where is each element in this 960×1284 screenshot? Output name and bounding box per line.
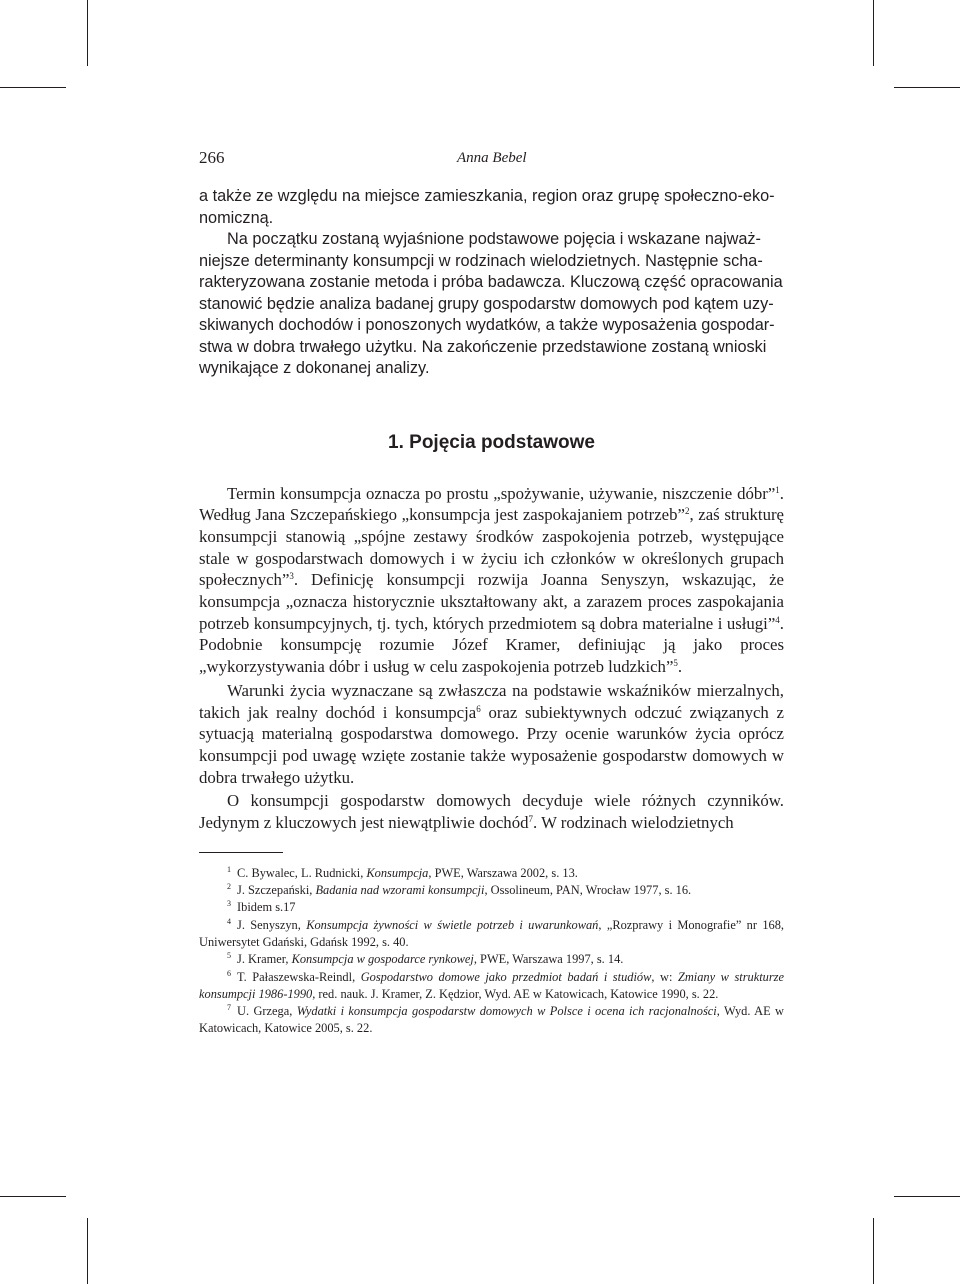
- crop-mark-top-left-h: [0, 87, 66, 88]
- crop-mark-top-right: [873, 0, 874, 66]
- text-line: stwa w dobra trwałego użytku. Na zakończenie przedstawione zostaną wnioski: [199, 337, 767, 356]
- intro-paragraphs: [199, 186, 784, 380]
- section-body: [199, 483, 784, 834]
- text-line: a także ze względu na miejsce zamieszkania, region oraz grupę społeczno-eko-: [199, 187, 775, 205]
- page: [199, 146, 784, 1038]
- section-heading: 1. Pojęcia podstawowe: [388, 431, 595, 453]
- footnote-ref[interactable]: 6: [476, 703, 481, 714]
- footnote-ref[interactable]: 5: [673, 658, 678, 669]
- page-number: 266: [199, 148, 225, 167]
- footnotes: [199, 865, 784, 1038]
- footnote: $^5$ J. Kramer, Konsumpcja w gospodarce rynkowej, PWE, Warszawa 1997, s. 14.: [227, 951, 624, 967]
- text-line: wynikające z dokonanej analizy.: [199, 359, 430, 377]
- text-line: stanowić będzie analiza badanej grupy gospodarstw domowych pod kątem uzy-: [199, 294, 774, 313]
- footnote: $^2$ J. Szczepański, Badania nad wzorami konsumpcji, Ossolineum, PAN, Wrocław 1977, s. 16.: [227, 882, 692, 898]
- footnote-ref[interactable]: 3: [289, 571, 294, 582]
- text-line: nomiczną.: [199, 208, 274, 227]
- footnote-ref[interactable]: 7: [528, 814, 533, 825]
- footnote: $^7$ U. Grzega, Wydatki i konsumpcja gospodarstw domowych w Polsce i ocena ich racjonalności, Wyd. AE w Katowicach, Katowice 2005, s. 22.: [199, 1003, 785, 1036]
- footnote: $^4$ J. Senyszyn, Konsumpcja żywności w świetle potrzeb i uwarunkowań, „Rozprawy i Monografie” nr 168, Uniwersytet Gdański, Gdańsk 1992, s. 40.: [199, 916, 785, 949]
- crop-mark-bottom-left: [87, 1218, 88, 1284]
- footnote-separator: [199, 852, 283, 853]
- text-line: skiwanych dochodów i ponoszonych wydatków, a także wyposażenia gospodar-: [199, 316, 775, 334]
- footnote: $^6$ T. Pałaszewska-Reindl, Gospodarstwo domowe jako przedmiot badań i studiów, w: Zmiany w strukturze konsumpcji 1986-1990, red. nauk. J. Kramer, Z. Kędzior, Wyd. AE w Katowicach, Katowice 1990, s. 22.: [199, 968, 785, 1001]
- paragraph: O konsumpcji gospodarstw domowych decyduje wiele różnych czynników. Jedynym z kluczowych jest niewątpliwie dochód$^7$. W rodzinach wielodzietnych: [199, 791, 784, 833]
- footnote-ref[interactable]: 1: [775, 484, 780, 495]
- crop-mark-bottom-left-h: [0, 1196, 66, 1197]
- crop-mark-top-left: [87, 0, 88, 66]
- footnote: $^1$ C. Bywalec, L. Rudnicki, Konsumpcja, PWE, Warszawa 2002, s. 13.: [227, 864, 578, 880]
- crop-mark-bottom-right: [873, 1218, 874, 1284]
- paragraph: Termin konsumpcja oznacza po prostu „spożywanie, używanie, niszczenie dóbr”$^1$. Według Jana Szczepańskiego „konsumpcja jest zaspokajaniem potrzeb”$^2$, zaś strukturę konsumpcji stanowią „spójne zestawy środków zaspokojenia potrzeb, występujące stale w gospodarstwach domowych i w życiu ich członków w określonych grupach społecznych”$^3$. Definicję konsumpcji rozwija Joanna Senyszyn, wskazując, że konsumpcja „oznacza historycznie ukształtowany akt, a zarazem proces zaspokajania potrzeb konsumpcyjnych, tj. tych, których przedmiotem są dobra materialne i usługi”$^4$. Podobnie konsumpcję rozumie Józef Kramer, definiując ją jako proces „wykorzystywania dóbr i usług w celu zaspokojenia potrzeb ludzkich”$^5$.: [199, 483, 784, 677]
- text-line: rakteryzowana zostanie metoda i próba badawcza. Kluczową część opracowania: [199, 273, 783, 291]
- paragraph: Warunki życia wyznaczane są zwłaszcza na podstawie wskaźników mierzalnych, takich jak realny dochód i konsumpcja$^6$ oraz subiektywnych odczuć związanych z sytuacją materialną gospodarstwa domowego. Przy ocenie warunków życia oprócz konsumpcji pod uwagę wzięte zostanie także wyposażenie gospodarstw domowych w dobra trwałego użytku.: [199, 680, 784, 787]
- text-line: Na początku zostaną wyjaśnione podstawowe pojęcia i wskazane najważ-: [227, 230, 761, 248]
- text-line: niejsze determinanty konsumpcji w rodzinach wielodzietnych. Następnie scha-: [199, 251, 763, 270]
- footnote: $^3$ Ibidem s.17: [227, 899, 296, 915]
- crop-mark-bottom-right-h: [894, 1196, 960, 1197]
- crop-mark-top-right-h: [894, 87, 960, 88]
- running-header: [199, 146, 784, 174]
- footnote-ref[interactable]: 2: [684, 506, 690, 517]
- footnote-ref[interactable]: 4: [775, 614, 780, 625]
- running-author: Anna Bebel: [457, 150, 527, 166]
